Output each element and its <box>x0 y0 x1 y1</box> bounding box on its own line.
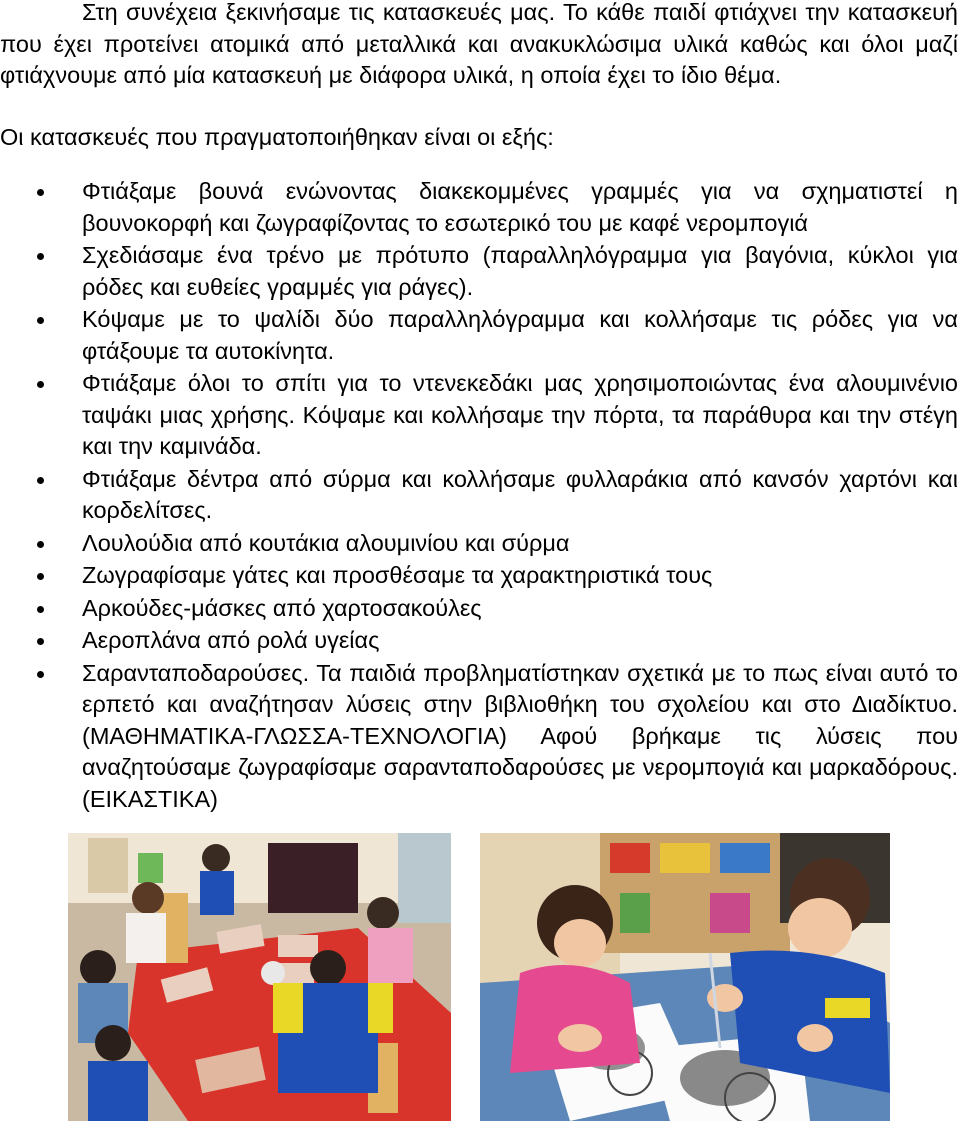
bullet-icon <box>37 671 44 678</box>
list-item <box>0 464 958 527</box>
list-intro-paragraph: Οι κατασκευές που πραγματοποιήθηκαν είναι οι εξής: <box>0 124 554 150</box>
list-item-text: Φτιάξαμε δέντρα από σύρμα και κολλήσαμε φυλλαράκια από κανσόν χαρτόνι και κορδελίτσες. <box>82 465 958 523</box>
list-item <box>0 368 958 463</box>
classroom-photo-red-table <box>68 833 451 1121</box>
bullet-icon <box>37 189 44 196</box>
bullet-icon <box>37 317 44 324</box>
constructions-list <box>0 176 958 816</box>
list-item-text: Φτιάξαμε όλοι το σπίτι για το ντενεκεδάκι μας χρησιμοποιώντας ένα αλουμινένιο ταψάκι μιας χρήσης. Κόψαμε και κολλήσαμε την πόρτα, τα παράθυρα και την στέγη και την καμινάδα. <box>82 370 958 459</box>
photo-illustration <box>68 833 451 1121</box>
list-item-text: Σαρανταποδαρούσες. Τα παιδιά προβληματίστηκαν σχετικά με το πως είναι αυτό το ερπετό και αναζήτησαν λύσεις στην βιβλιοθήκη του σχολείου και στο Διαδίκτυο. (ΜΑΘΗΜΑΤΙΚΑ-ΓΛΩΣΣΑ-ΤΕΧΝΟΛΟΓΙΑ) Αφού βρήκαμε τις λύσεις που αναζητούσαμε ζωγραφίσαμε σαρανταποδαρούσες με νερομπογιά και μαρκαδόρους. (ΕΙΚΑΣΤΙΚΑ) <box>82 659 958 812</box>
bullet-icon <box>37 477 44 484</box>
list-item-text: Κόψαμε με το ψαλίδι δύο παραλληλόγραμμα και κολλήσαμε τις ρόδες για να φτάξουμε τα αυτοκίνητα. <box>82 306 958 364</box>
list-item-text: Φτιάξαμε βουνά ενώνοντας διακεκομμένες γραμμές για να σχηματιστεί η βουνοκορφή και ζωγραφίζοντας το εσωτερικό του με καφέ νερομπογιά <box>82 178 958 236</box>
list-item <box>0 304 958 367</box>
classroom-photo-blue-table <box>480 833 890 1121</box>
list-item-text: Λουλούδια από κουτάκια αλουμινίου και σύρμα <box>82 529 570 556</box>
list-item <box>0 560 958 592</box>
list-item <box>0 528 958 560</box>
list-item <box>0 625 958 657</box>
intro-paragraph: Στη συνέχεια ξεκινήσαμε τις κατασκευές μας. Το κάθε παιδί φτιάχνει την κατασκευή που έχει προτείνει ατομικά από μεταλλικά και ανακυκλώσιμα υλικά καθώς και όλοι μαζί φτιάχνουμε από μία κατασκευή με διάφορα υλικά, η οποία έχει το ίδιο θέμα. <box>0 0 958 88</box>
bullet-icon <box>37 638 44 645</box>
list-item-text: Αεροπλάνα από ρολά υγείας <box>82 627 380 653</box>
list-item <box>0 593 958 625</box>
list-item <box>0 176 958 239</box>
bullet-icon <box>37 541 44 548</box>
photo-illustration <box>480 833 890 1121</box>
bullet-icon <box>37 573 44 580</box>
list-item-text: Σχεδιάσαμε ένα τρένο με πρότυπο (παραλληλόγραμμα για βαγόνια, κύκλοι για ρόδες και ευθείες γραμμές για ράγες). <box>82 242 958 300</box>
bullet-icon <box>37 606 44 613</box>
list-item <box>0 240 958 303</box>
bullet-icon <box>37 381 44 388</box>
list-item-text: Ζωγραφίσαμε γάτες και προσθέσαμε τα χαρακτηριστικά τους <box>82 562 713 588</box>
list-item <box>0 658 958 816</box>
bullet-icon <box>37 253 44 260</box>
list-item-text: Αρκούδες-μάσκες από χαρτοσακούλες <box>82 594 482 621</box>
